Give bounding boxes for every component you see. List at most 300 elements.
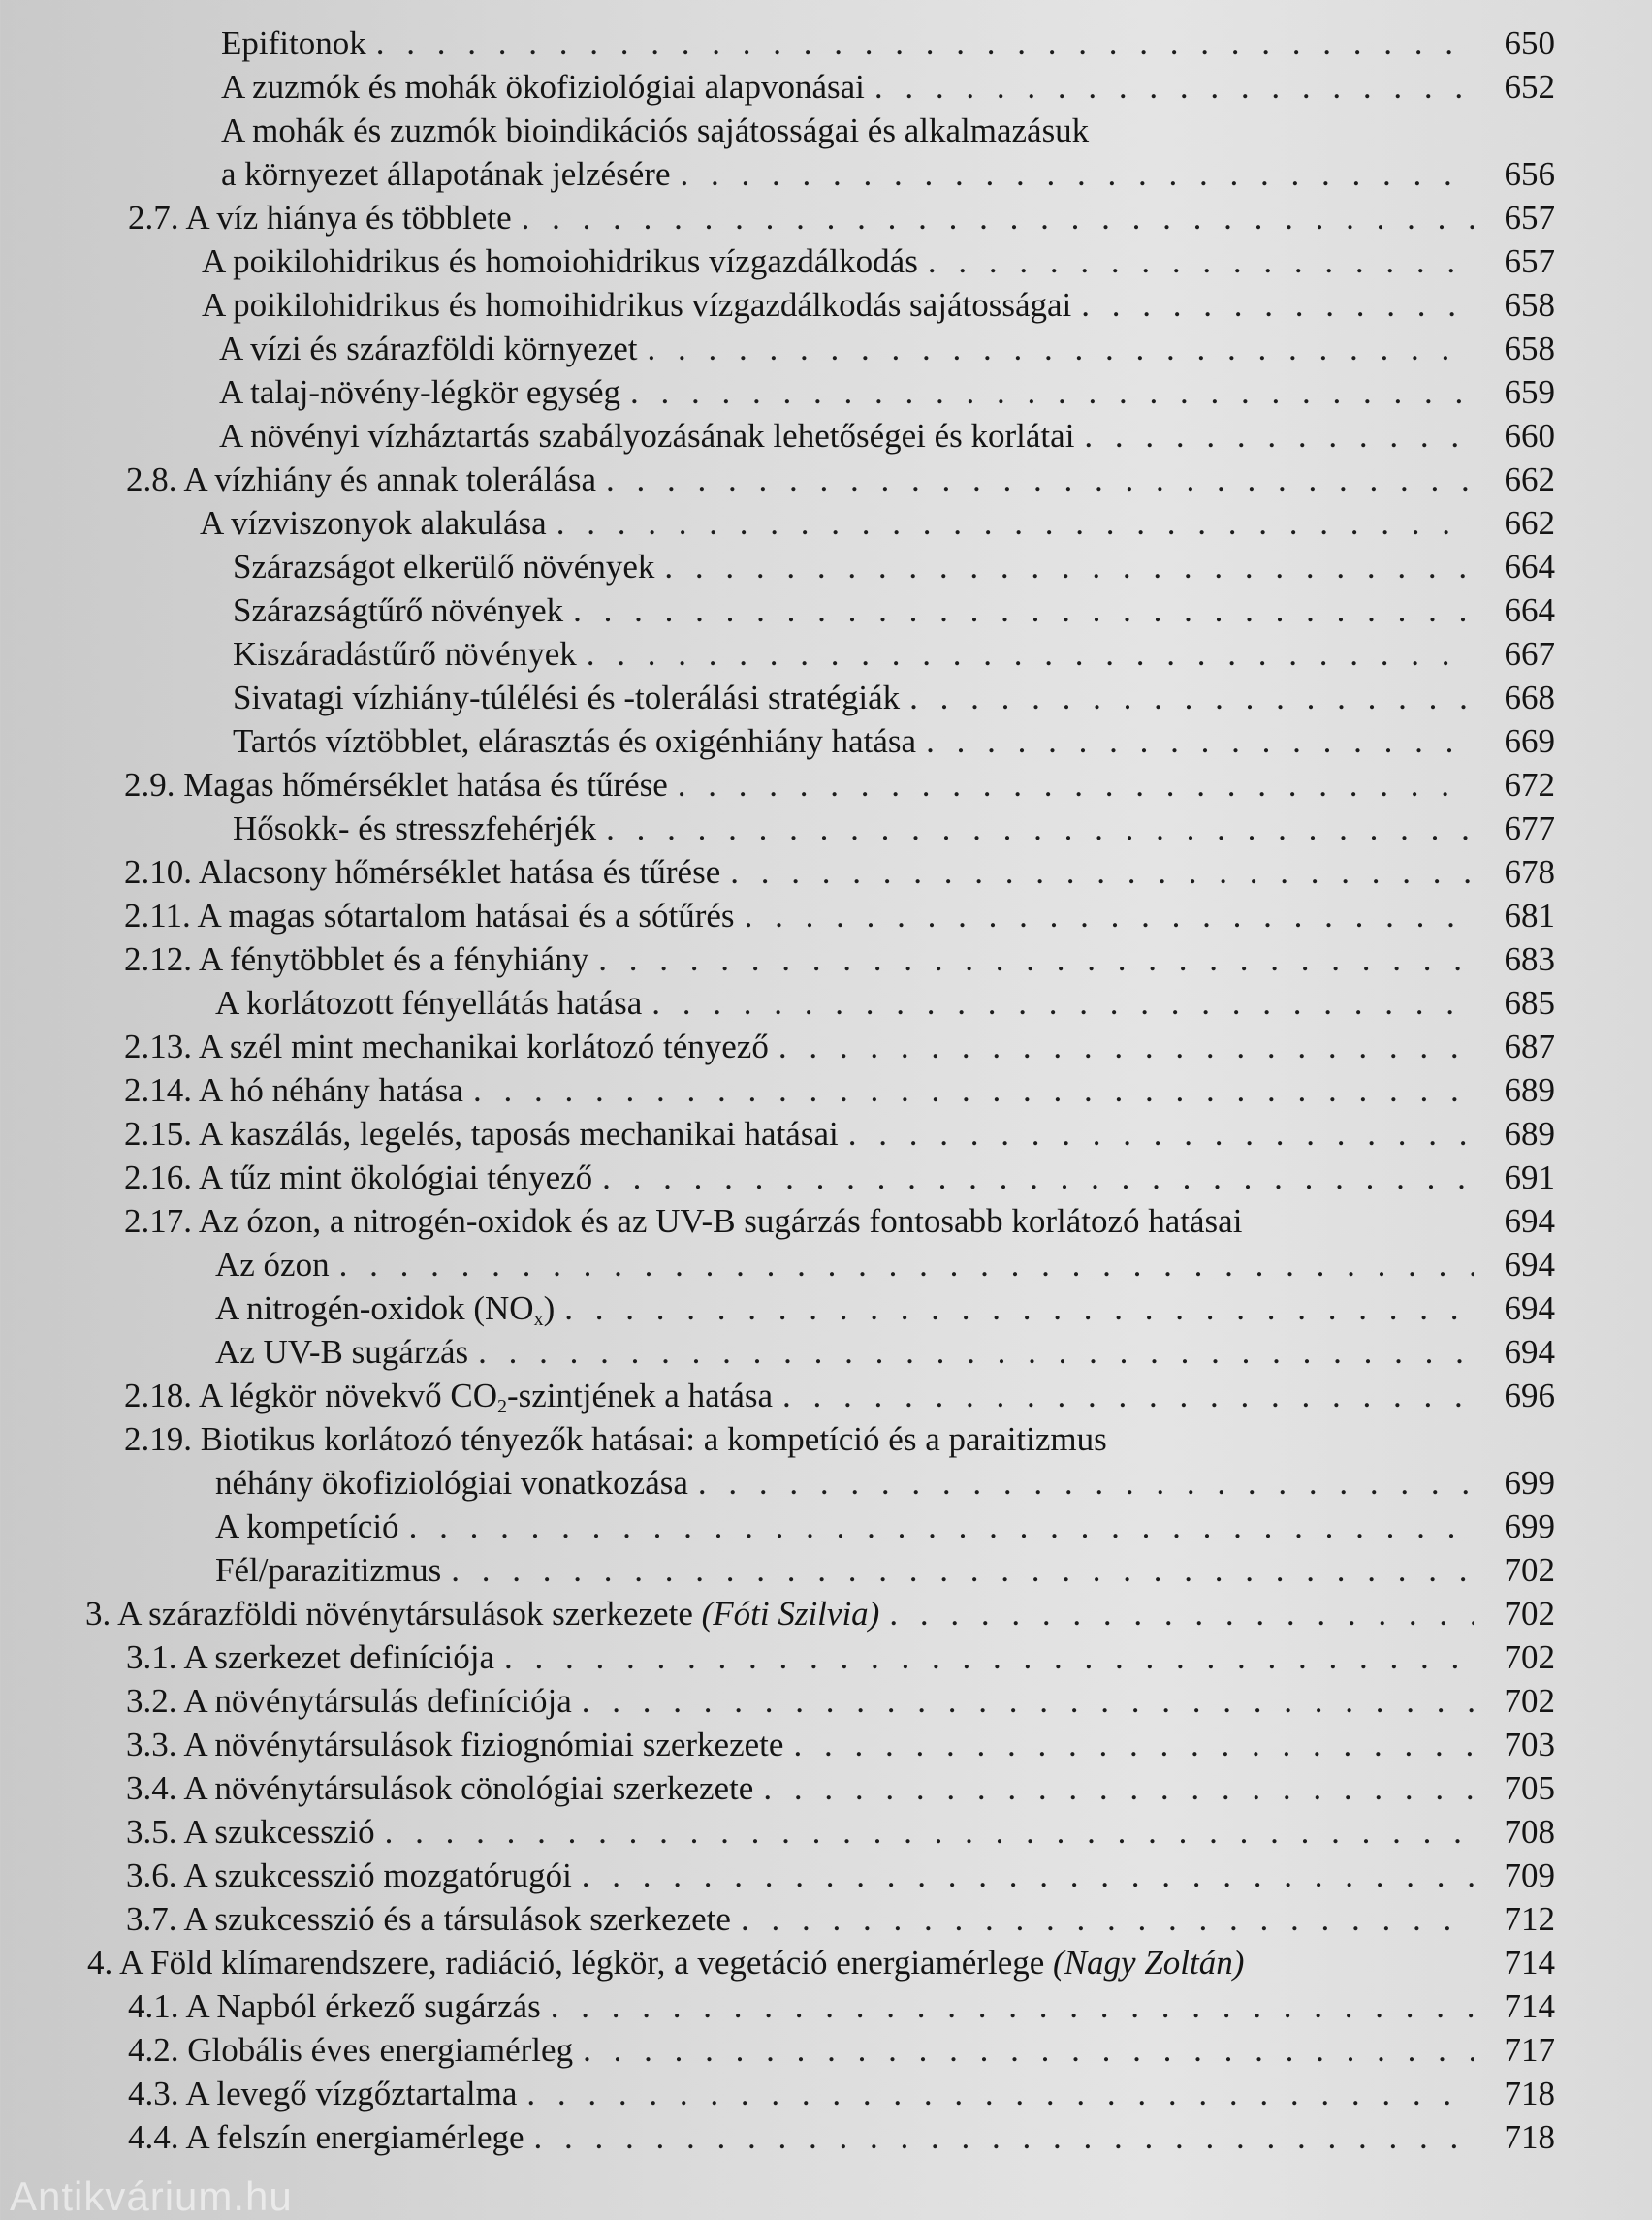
toc-row — [0, 763, 1652, 807]
dot-leader — [889, 1592, 1474, 1635]
section-number: 3.6. — [126, 1856, 177, 1894]
toc-title — [215, 1505, 399, 1548]
dot-leader — [730, 850, 1474, 894]
page-number: 694 — [1504, 1289, 1555, 1327]
section-title: A vízviszonyok alakulása — [200, 504, 547, 542]
toc-title — [233, 632, 577, 676]
dot-leader — [778, 1025, 1474, 1068]
page-number: 705 — [1504, 1769, 1555, 1807]
toc-entry — [233, 632, 1555, 676]
section-title: Tartós víztöbblet, elárasztás és oxigénhiány hatása — [233, 722, 917, 760]
toc-row — [0, 65, 1652, 109]
page-number: 717 — [1504, 2031, 1555, 2069]
page-number: 694 — [1504, 1246, 1555, 1284]
toc-row — [0, 501, 1652, 545]
toc-row — [0, 1461, 1652, 1505]
toc-entry — [126, 1679, 1555, 1723]
dot-leader — [1081, 283, 1474, 327]
toc-row — [0, 1156, 1652, 1199]
page-number: 657 — [1504, 199, 1555, 237]
toc-row — [0, 981, 1652, 1025]
toc-row — [0, 1679, 1652, 1723]
page-number: 685 — [1504, 984, 1555, 1022]
toc-title — [126, 1766, 753, 1810]
toc-entry — [215, 981, 1555, 1025]
toc-row — [0, 1243, 1652, 1286]
dot-leader — [928, 239, 1474, 283]
toc-entry — [126, 1635, 1555, 1679]
section-number: 3. — [85, 1595, 111, 1633]
section-title: A kompetíció — [215, 1507, 399, 1545]
toc-row — [0, 152, 1652, 196]
section-title: A szukcesszió mozgatórugói — [183, 1856, 572, 1894]
page-number: 708 — [1504, 1813, 1555, 1851]
page-number: 703 — [1504, 1726, 1555, 1763]
section-title: Biotikus korlátozó tényezők hatásai: a kompetíció és a paraitizmus — [200, 1420, 1107, 1458]
section-number: 3.7. — [126, 1900, 177, 1938]
section-title: Az ózon, a nitrogén-oxidok és az UV-B sugárzás fontosabb korlátozó hatásai — [198, 1202, 1243, 1240]
section-title: A vízi és szárazföldi környezet — [219, 330, 638, 367]
page-number: 664 — [1504, 548, 1555, 586]
dot-leader — [339, 1243, 1474, 1286]
dot-leader — [1084, 414, 1474, 458]
toc-row — [0, 807, 1652, 850]
toc-entry — [124, 1068, 1555, 1112]
toc-row — [0, 21, 1652, 65]
toc-entry — [233, 588, 1555, 632]
toc-title — [128, 1984, 541, 2028]
toc-title — [233, 807, 596, 850]
section-title: A hó néhány hatása — [198, 1071, 463, 1109]
page-number: 672 — [1504, 766, 1555, 804]
watermark: Antikvárium.hu — [10, 2173, 293, 2219]
page-number: 718 — [1504, 2118, 1555, 2156]
page-number: 659 — [1504, 373, 1555, 411]
dot-leader — [678, 763, 1474, 807]
toc-row — [0, 1548, 1652, 1592]
dot-leader — [741, 1897, 1474, 1941]
section-title: A szukcesszió és a társulások szerkezete — [183, 1900, 731, 1938]
dot-leader — [385, 1810, 1474, 1854]
dot-leader — [587, 632, 1474, 676]
toc-entry — [200, 501, 1555, 545]
toc-row — [0, 1810, 1652, 1854]
page-number: 650 — [1504, 24, 1555, 62]
toc-row — [0, 1330, 1652, 1374]
section-title: A szél mint mechanikai korlátozó tényező — [198, 1028, 769, 1065]
page-number: 694 — [1504, 1202, 1555, 1240]
section-number: 2.15. — [124, 1115, 192, 1153]
page-number: 691 — [1504, 1158, 1555, 1196]
toc-entry — [219, 414, 1555, 458]
page-number: 681 — [1504, 897, 1555, 935]
page-number: 712 — [1504, 1900, 1555, 1938]
section-title: Kiszáradástűrő növények — [233, 635, 577, 673]
toc-title — [233, 719, 916, 763]
dot-leader — [763, 1766, 1474, 1810]
section-title: A növényi vízháztartás szabályozásának lehetőségei és korlátai — [219, 417, 1075, 455]
page-number: 699 — [1504, 1464, 1555, 1502]
toc-entry — [233, 545, 1555, 588]
toc-entry — [124, 937, 1555, 981]
toc-entry — [233, 676, 1555, 719]
toc-entry — [215, 1548, 1555, 1592]
dot-leader — [551, 1984, 1474, 2028]
page-number: 667 — [1504, 635, 1555, 673]
toc-row — [0, 894, 1652, 937]
toc-row — [0, 1635, 1652, 1679]
toc-row — [0, 239, 1652, 283]
toc-title — [202, 283, 1071, 327]
section-title: Szárazságot elkerülő növények — [233, 548, 655, 586]
toc-title — [124, 1112, 839, 1156]
table-of-contents — [0, 21, 1652, 2159]
page-number: 709 — [1504, 1856, 1555, 1894]
toc-entry — [219, 327, 1555, 370]
dot-leader — [451, 1548, 1474, 1592]
toc-entry — [124, 1025, 1555, 1068]
toc-row — [0, 370, 1652, 414]
toc-entry — [124, 1112, 1555, 1156]
toc-row — [0, 1723, 1652, 1766]
toc-entry — [124, 1199, 1555, 1243]
toc-entry — [221, 65, 1555, 109]
dot-leader — [473, 1068, 1474, 1112]
page-number: 687 — [1504, 1028, 1555, 1065]
dot-leader — [874, 65, 1474, 109]
page-number: 668 — [1504, 679, 1555, 716]
toc-entry — [219, 370, 1555, 414]
dot-leader — [651, 981, 1474, 1025]
toc-title — [233, 588, 563, 632]
section-number: 2.10. — [124, 853, 192, 891]
dot-leader — [522, 196, 1474, 239]
toc-entry — [202, 239, 1555, 283]
dot-leader — [504, 1635, 1474, 1679]
section-number: 4.4. — [128, 2118, 179, 2156]
toc-entry — [124, 1156, 1555, 1199]
dot-leader — [782, 1374, 1474, 1417]
toc-row — [0, 109, 1652, 152]
toc-title — [200, 501, 547, 545]
section-number: 3.5. — [126, 1813, 177, 1851]
toc-title — [128, 2115, 524, 2159]
page-number: 652 — [1504, 68, 1555, 106]
section-title: A fénytöbblet és a fényhiány — [198, 940, 589, 978]
dot-leader — [602, 1156, 1474, 1199]
toc-entry — [221, 21, 1555, 65]
toc-row — [0, 1112, 1652, 1156]
toc-entry — [126, 1854, 1555, 1897]
toc-title — [126, 458, 596, 501]
section-number: 2.18. — [124, 1377, 192, 1414]
toc-row — [0, 1505, 1652, 1548]
dot-leader — [598, 937, 1474, 981]
toc-row — [0, 719, 1652, 763]
section-number: 3.1. — [126, 1638, 177, 1676]
toc-entry — [215, 1330, 1555, 1374]
section-number: 2.16. — [124, 1158, 192, 1196]
section-title: Szárazságtűrő növények — [233, 591, 564, 629]
toc-entry — [87, 1941, 1555, 1984]
section-title: A növénytársulások cönológiai szerkezete — [183, 1769, 754, 1807]
toc-row — [0, 2028, 1652, 2072]
toc-row — [0, 1897, 1652, 1941]
subscript: x — [533, 1309, 544, 1330]
toc-entry — [221, 109, 1555, 152]
section-title: A korlátozott fényellátás hatása — [215, 984, 643, 1022]
section-number: 2.8. — [126, 460, 177, 498]
dot-leader — [573, 588, 1474, 632]
toc-row — [0, 850, 1652, 894]
toc-title — [124, 1417, 1107, 1461]
section-title: a környezet állapotának jelzésére — [221, 155, 671, 193]
page-number: 658 — [1504, 330, 1555, 367]
dot-leader — [698, 1461, 1474, 1505]
toc-entry — [124, 894, 1555, 937]
dot-leader — [606, 458, 1474, 501]
dot-leader — [582, 1854, 1474, 1897]
toc-title — [221, 65, 865, 109]
page-number: 689 — [1504, 1115, 1555, 1153]
dot-leader — [793, 1723, 1474, 1766]
page-number: 714 — [1504, 1944, 1555, 1982]
toc-entry — [215, 1461, 1555, 1505]
section-title: Az ózon — [215, 1246, 330, 1284]
toc-entry — [85, 1592, 1555, 1635]
toc-row — [0, 1374, 1652, 1417]
toc-entry — [128, 2028, 1555, 2072]
section-title: A nitrogén-oxidok (NO — [215, 1289, 534, 1327]
section-title: A szárazföldi növénytársulások szerkezete — [117, 1595, 693, 1633]
section-title: A levegő vízgőztartalma — [185, 2075, 518, 2112]
page-number: 694 — [1504, 1333, 1555, 1371]
toc-row — [0, 1592, 1652, 1635]
section-number: 2.14. — [124, 1071, 192, 1109]
dot-leader — [926, 719, 1474, 763]
toc-title — [128, 2072, 517, 2115]
section-title: Alacsony hőmérséklet hatása és tűrése — [198, 853, 721, 891]
section-number: 2.19. — [124, 1420, 192, 1458]
section-number: 2.7. — [128, 199, 179, 237]
section-number: 4. — [87, 1944, 113, 1982]
section-number: 4.2. — [128, 2031, 179, 2069]
toc-row — [0, 1984, 1652, 2028]
toc-entry — [124, 1374, 1555, 1417]
toc-title — [126, 1679, 572, 1723]
dot-leader — [606, 807, 1474, 850]
toc-row — [0, 632, 1652, 676]
dot-leader — [745, 894, 1474, 937]
toc-title — [233, 545, 654, 588]
toc-title — [202, 239, 918, 283]
toc-row — [0, 937, 1652, 981]
section-title: A mohák és zuzmók bioindikációs sajátosságai és alkalmazásuk — [221, 111, 1090, 149]
page-number: 660 — [1504, 417, 1555, 455]
section-number: 3.2. — [126, 1682, 177, 1720]
toc-title — [128, 2028, 573, 2072]
toc-title — [124, 1374, 773, 1417]
page-number: 664 — [1504, 591, 1555, 629]
section-title: A növénytársulás definíciója — [183, 1682, 572, 1720]
toc-title — [215, 1243, 330, 1286]
section-title: Sivatagi vízhiány-túlélési és -tolerálási stratégiák — [233, 679, 901, 716]
author-name: (Fóti Szilvia) — [701, 1595, 880, 1633]
toc-entry — [233, 719, 1555, 763]
page-number: 714 — [1504, 1987, 1555, 2025]
dot-leader — [848, 1112, 1474, 1156]
toc-entry — [215, 1505, 1555, 1548]
section-title: Hősokk- és stresszfehérjék — [233, 809, 597, 847]
dot-leader — [647, 327, 1474, 370]
section-title: A víz hiánya és többlete — [185, 199, 512, 237]
toc-title — [215, 981, 642, 1025]
toc-title — [85, 1592, 879, 1635]
toc-title — [126, 1854, 572, 1897]
section-number: 2.9. — [124, 766, 175, 804]
section-title: A poikilohidrikus és homoiohidrikus vízgazdálkodás — [202, 242, 918, 280]
dot-leader — [583, 2028, 1474, 2072]
toc-row — [0, 327, 1652, 370]
dot-leader — [556, 501, 1474, 545]
section-title: A felszín energiamérlege — [185, 2118, 524, 2156]
dot-leader — [564, 1286, 1474, 1330]
toc-entry — [215, 1286, 1555, 1330]
toc-entry — [126, 1810, 1555, 1854]
page-number: 677 — [1504, 809, 1555, 847]
toc-entry — [124, 1417, 1555, 1461]
toc-row — [0, 1199, 1652, 1243]
toc-row — [0, 1417, 1652, 1461]
page-number: 702 — [1504, 1638, 1555, 1676]
toc-title — [221, 21, 366, 65]
toc-row — [0, 2072, 1652, 2115]
dot-leader — [909, 676, 1474, 719]
section-number: 2.17. — [124, 1202, 192, 1240]
toc-row — [0, 1025, 1652, 1068]
title-tail: ) — [543, 1289, 556, 1327]
section-title: Epifitonok — [221, 24, 366, 62]
toc-entry — [128, 196, 1555, 239]
dot-leader — [409, 1505, 1474, 1548]
toc-title — [126, 1635, 494, 1679]
toc-entry — [233, 807, 1555, 850]
toc-row — [0, 588, 1652, 632]
toc-row — [0, 196, 1652, 239]
section-title: A zuzmók és mohák ökofiziológiai alapvonásai — [221, 68, 865, 106]
toc-title — [126, 1810, 375, 1854]
toc-row — [0, 676, 1652, 719]
section-title: A növénytársulások fiziognómiai szerkezete — [183, 1726, 784, 1763]
page-number: 669 — [1504, 722, 1555, 760]
page-number: 683 — [1504, 940, 1555, 978]
toc-title — [124, 1068, 463, 1112]
dot-leader — [534, 2115, 1474, 2159]
toc-row — [0, 545, 1652, 588]
toc-title — [215, 1286, 555, 1330]
toc-title — [124, 763, 668, 807]
section-number: 2.13. — [124, 1028, 192, 1065]
toc-title — [124, 1025, 769, 1068]
page-number: 656 — [1504, 155, 1555, 193]
toc-title — [221, 109, 1089, 152]
dot-leader — [582, 1679, 1474, 1723]
toc-row — [0, 414, 1652, 458]
subscript: 2 — [497, 1396, 507, 1417]
dot-leader — [630, 370, 1474, 414]
author-name: (Nagy Zoltán) — [1053, 1944, 1245, 1982]
page-number: 699 — [1504, 1507, 1555, 1545]
section-title: A Föld klímarendszere, radiáció, légkör, a vegetáció energiamérlege — [119, 1944, 1045, 1982]
dot-leader — [664, 545, 1474, 588]
page-number: 689 — [1504, 1071, 1555, 1109]
section-title: Globális éves energiamérleg — [187, 2031, 574, 2069]
section-number: 4.3. — [128, 2075, 179, 2112]
toc-title — [126, 1897, 731, 1941]
toc-row — [0, 1766, 1652, 1810]
toc-entry — [126, 1897, 1555, 1941]
toc-title — [126, 1723, 783, 1766]
section-title: A tűz mint ökológiai tényező — [198, 1158, 593, 1196]
toc-title — [215, 1330, 468, 1374]
toc-row — [0, 283, 1652, 327]
toc-entry — [128, 2072, 1555, 2115]
page-number: 702 — [1504, 1551, 1555, 1589]
toc-title — [219, 327, 637, 370]
toc-title — [215, 1461, 688, 1505]
section-title: Magas hőmérséklet hatása és tűrése — [183, 766, 668, 804]
toc-entry — [124, 763, 1555, 807]
toc-row — [0, 1068, 1652, 1112]
toc-entry — [128, 1984, 1555, 2028]
section-number: 3.4. — [126, 1769, 177, 1807]
toc-row — [0, 1286, 1652, 1330]
section-title: A poikilohidrikus és homoihidrikus vízgazdálkodás sajátosságai — [202, 286, 1072, 324]
section-number: 4.1. — [128, 1987, 179, 2025]
toc-entry — [202, 283, 1555, 327]
toc-row — [0, 1941, 1652, 1984]
toc-row — [0, 2115, 1652, 2159]
toc-entry — [126, 1766, 1555, 1810]
toc-title — [124, 850, 720, 894]
section-number: 2.11. — [124, 897, 191, 935]
page-number: 657 — [1504, 242, 1555, 280]
toc-entry — [124, 850, 1555, 894]
page-number: 678 — [1504, 853, 1555, 891]
toc-title — [128, 196, 512, 239]
toc-entry — [126, 1723, 1555, 1766]
toc-title — [124, 1199, 1242, 1243]
section-title: A légkör növekvő CO — [198, 1377, 497, 1414]
toc-entry — [126, 458, 1555, 501]
dot-leader — [526, 2072, 1474, 2115]
section-title: A szerkezet definíciója — [183, 1638, 495, 1676]
page-number: 718 — [1504, 2075, 1555, 2112]
section-title: A magas sótartalom hatásai és a sótűrés — [197, 897, 735, 935]
toc-row — [0, 1854, 1652, 1897]
toc-title — [219, 414, 1074, 458]
toc-entry — [221, 152, 1555, 196]
toc-title — [233, 676, 900, 719]
dot-leader — [680, 152, 1474, 196]
toc-row — [0, 458, 1652, 501]
toc-title — [124, 937, 588, 981]
page-number: 662 — [1504, 460, 1555, 498]
page-number: 702 — [1504, 1682, 1555, 1720]
section-number: 2.12. — [124, 940, 192, 978]
title-tail: -szintjének a hatása — [507, 1377, 774, 1414]
toc-title — [124, 894, 735, 937]
